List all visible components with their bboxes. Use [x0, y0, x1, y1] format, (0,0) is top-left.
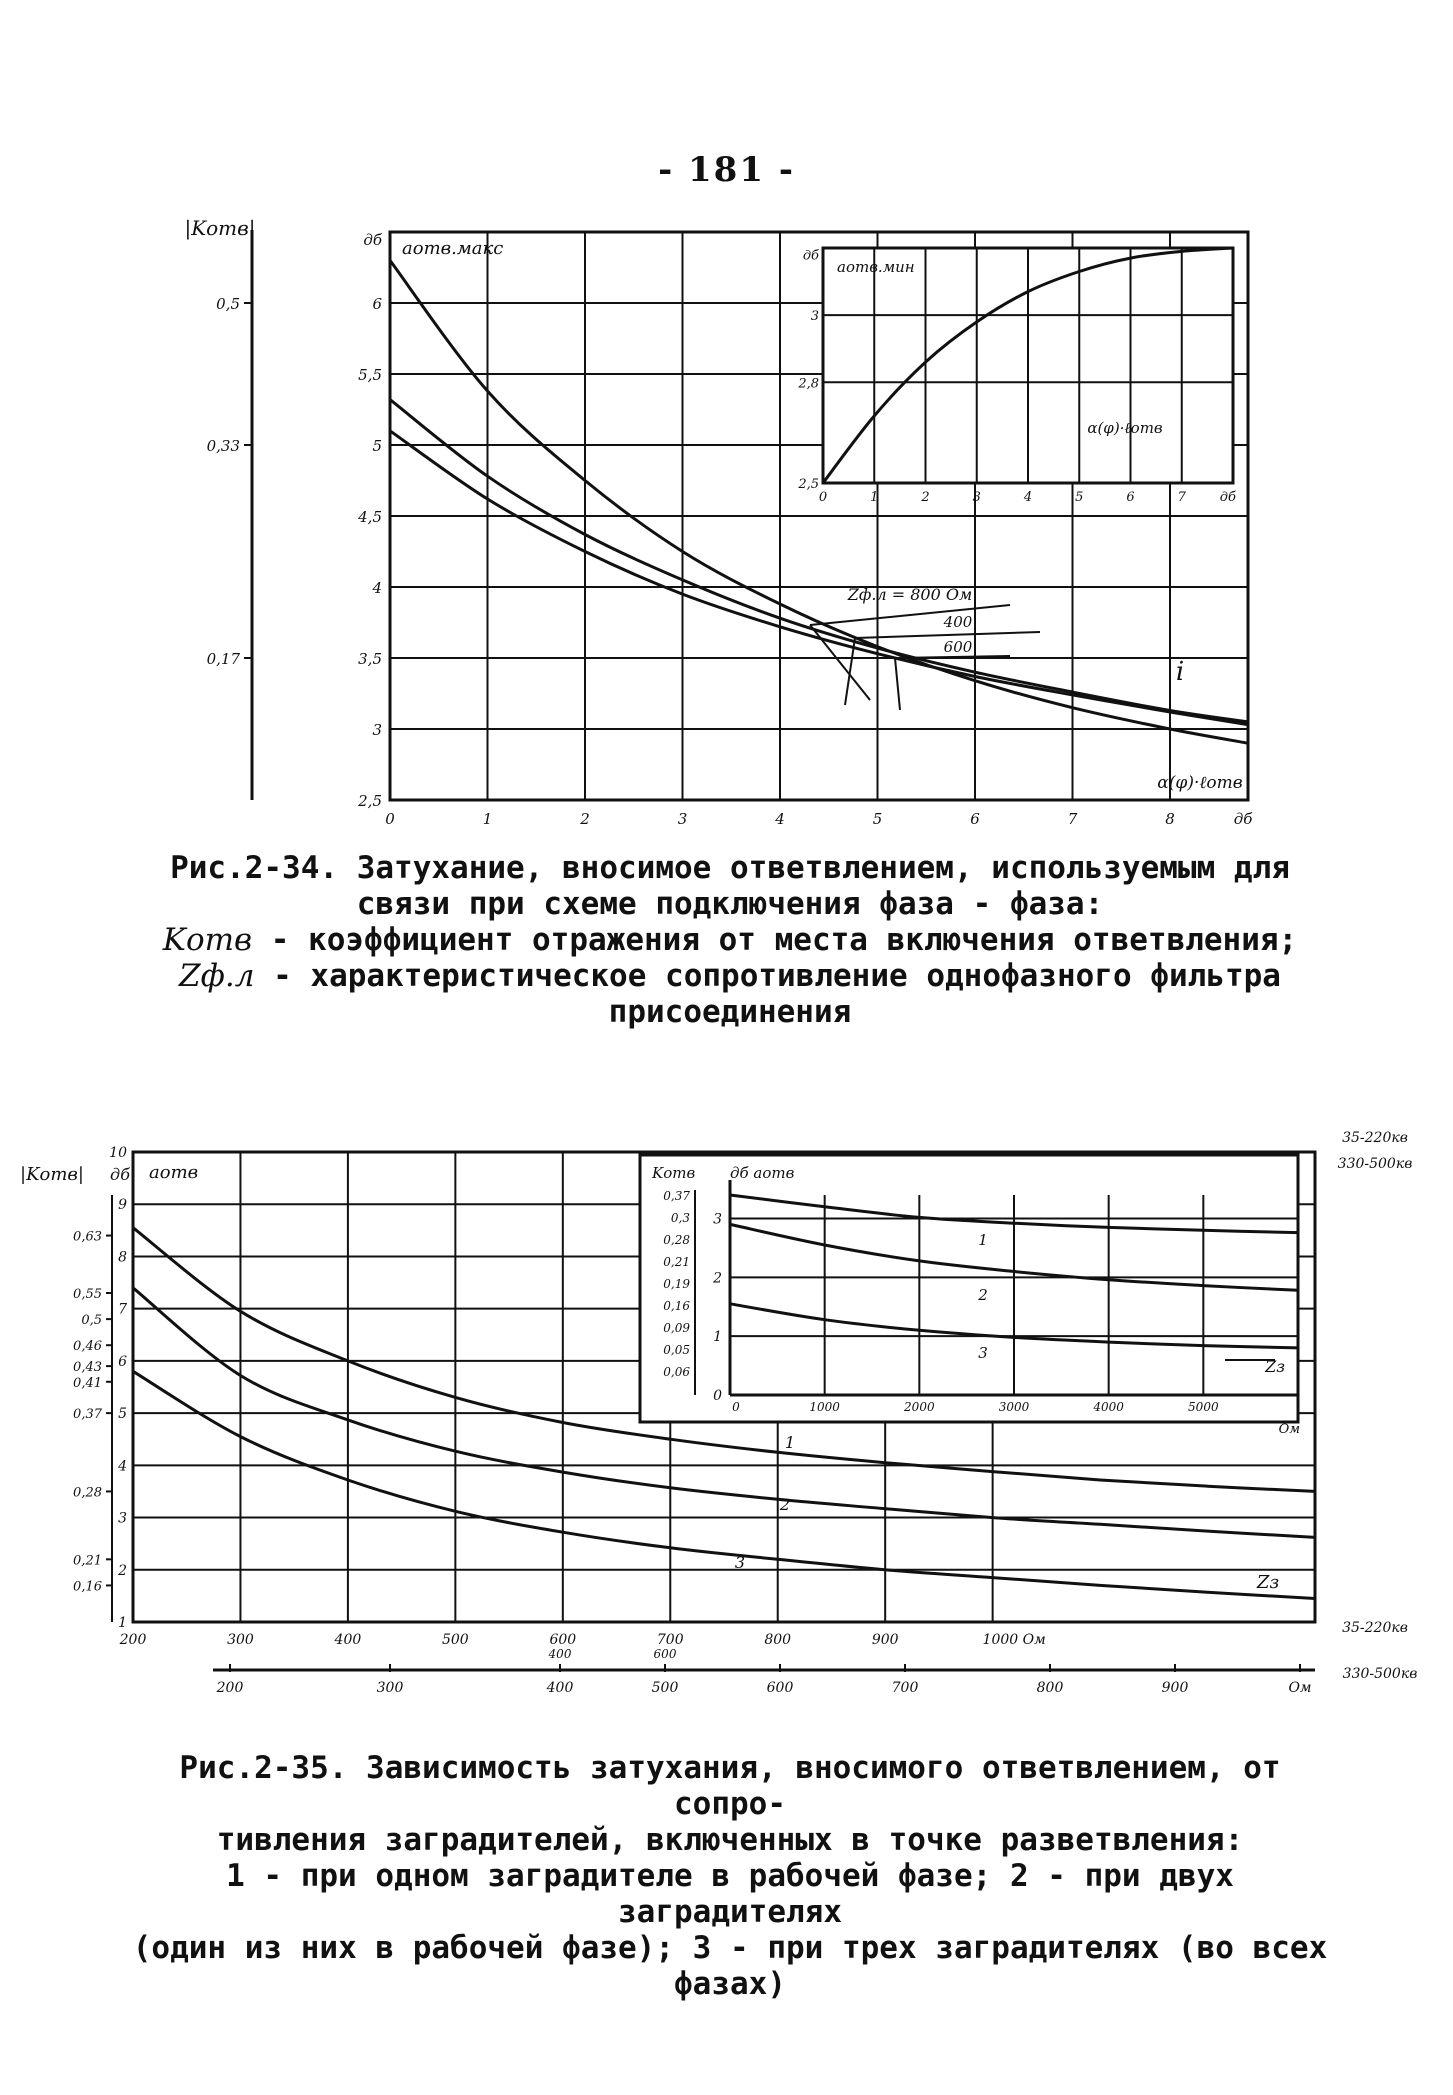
- fig34-inset-y-tick-2: 3: [810, 309, 819, 325]
- fig34-x-tick-2: 2: [580, 810, 590, 828]
- fig35-y-tick-7: 8: [118, 1249, 127, 1266]
- fig34-caption-line2: связи при схеме подключения фаза - фаза:: [356, 886, 1104, 922]
- fig35-y-tick-4: 5: [118, 1406, 127, 1423]
- fig35-caption: [120, 1750, 1340, 2002]
- fig34-x-tick-7: 7: [1067, 810, 1078, 828]
- fig35-inset-k-tick-4: 0,19: [663, 1277, 690, 1291]
- fig35-caption-line4: (один из них в рабочей фазе); 3 - при трех заградителях (во всех: [132, 1930, 1328, 1966]
- fig35-inset-x-unit: Ом: [1278, 1422, 1300, 1437]
- fig34-x-tick-4: 4: [775, 810, 785, 828]
- fig35-inset-x-tick-2: 2000: [904, 1400, 935, 1414]
- fig34-label-z: Zф.л = 800 Ом: [847, 585, 973, 604]
- fig34-k-axis-label: |Kотв|: [184, 216, 256, 240]
- fig35-y-tick-3: 4: [118, 1458, 127, 1475]
- fig34-inset-x-tick-4: 4: [1023, 490, 1033, 505]
- fig35-y-tick-8: 9: [118, 1197, 127, 1214]
- fig35-x-top-tick-0: 200: [119, 1632, 147, 1648]
- fig35-x-bottom-tick-6: 800: [1036, 1680, 1064, 1696]
- fig34-label-400: 400: [943, 613, 973, 631]
- fig35-k-tick-label-0: 0,63: [73, 1229, 102, 1245]
- fig34-x-tick-6: 6: [970, 810, 980, 828]
- fig35-x-top-tick-4: 600: [549, 1632, 577, 1648]
- fig35-y-tick-6: 7: [118, 1301, 127, 1318]
- fig35-x-bottom-tick-7: 900: [1161, 1680, 1189, 1696]
- fig35-y-tick-9: 10: [109, 1145, 127, 1161]
- fig35-y-unit: дб: [110, 1165, 130, 1184]
- fig34-inset-x-tick-3: 3: [972, 490, 981, 505]
- fig35-x-bottom-tick-2: 400: [546, 1680, 574, 1696]
- fig35-inset-k-tick-0: 0,37: [663, 1189, 690, 1203]
- fig35-inset-y-label: дб aотв: [730, 1164, 795, 1182]
- fig34-k-symbol: Kотв: [162, 922, 253, 958]
- fig34-inset-x-tick-2: 2: [921, 490, 930, 505]
- fig35-y-tick-2: 3: [118, 1510, 127, 1527]
- fig34-x-tick-5: 5: [872, 810, 883, 828]
- fig35-inset-label-2: 2: [978, 1286, 988, 1304]
- fig34-inset-y-tick-3: дб: [802, 248, 819, 264]
- fig34-k-tick-label-0: 0,5: [216, 295, 240, 313]
- fig35-inset-k-tick-7: 0,05: [663, 1343, 690, 1357]
- fig34-k-tick-label-2: 0,17: [206, 650, 240, 668]
- fig35-x-top-tick-3: 500: [441, 1632, 469, 1648]
- fig35-inset-x-tick-1: 1000: [809, 1400, 840, 1414]
- fig34-inset-x-tick-6: 6: [1126, 490, 1135, 505]
- fig35-label-3: 3: [734, 1553, 746, 1572]
- fig35-x-bottom-tick-1: 300: [376, 1680, 404, 1696]
- fig34-caption: [120, 850, 1340, 1030]
- fig34-z-definition: - характеристическое сопротивление однофазного фильтра: [273, 958, 1281, 994]
- fig34-inset-x-tick-5: 5: [1075, 490, 1084, 505]
- fig35-inset-y-tick-2: 2: [713, 1270, 722, 1287]
- fig35-k-axis-label: |Kотв|: [20, 1164, 84, 1185]
- fig35-inset-y-tick-1: 1: [713, 1329, 722, 1346]
- fig34-x-tick-8: 8: [1165, 810, 1175, 828]
- fig34-y-tick-0: 2,5: [358, 792, 382, 810]
- fig35-caption-line5: фазах): [674, 1966, 786, 2002]
- fig35-x-bottom2-tick-0: 400: [548, 1647, 572, 1661]
- fig34-leader-600-curve: [895, 658, 900, 710]
- fig35-inset-k-tick-5: 0,16: [663, 1299, 690, 1313]
- fig35-inset-x-tick-3: 3000: [998, 1400, 1030, 1414]
- fig35-y-tick-1: 2: [118, 1562, 127, 1579]
- fig35-inset-label-z: Zз: [1265, 1357, 1285, 1376]
- fig34-label-600: 600: [943, 638, 973, 656]
- fig35-inset-label-1: 1: [978, 1231, 988, 1249]
- fig34-y-tick-1: 3: [372, 721, 382, 739]
- fig35-k-tick-label-5: 0,41: [73, 1375, 102, 1391]
- fig35-y-axis-label: aотв: [149, 1162, 199, 1183]
- fig35-label-z: Zз: [1256, 1572, 1280, 1593]
- fig34-x-axis-label: α(φ)·ℓотв: [1157, 773, 1243, 793]
- fig34-x-tick-1: 1: [482, 810, 493, 828]
- fig35-x-bottom-tick-3: 500: [651, 1680, 679, 1696]
- fig35-caption-line2: тивления заградителей, включенных в точке разветвления:: [216, 1822, 1244, 1858]
- fig34-x-tick-9: дб: [1233, 810, 1253, 828]
- fig35-x-top-tick-6: 800: [764, 1632, 792, 1648]
- fig35-k-tick-label-3: 0,46: [73, 1339, 102, 1355]
- fig34-y-tick-6: 5,5: [358, 366, 382, 384]
- fig34-label-z-leader: [810, 605, 1010, 625]
- fig34-z-definition-cont: присоединения: [608, 994, 852, 1030]
- fig35-inset-k-tick-6: 0,09: [663, 1321, 690, 1335]
- fig34-k-definition: - коэффициент отражения от места включения ответвления;: [270, 922, 1298, 958]
- fig35-label-1: 1: [784, 1433, 796, 1452]
- fig35-inset-k-tick-1: 0,3: [670, 1211, 690, 1225]
- fig34-y-tick-3: 4: [372, 579, 382, 597]
- fig35-voltage-bottom-top: 330-500кв: [1337, 1156, 1413, 1172]
- fig35-inset-k-tick-3: 0,21: [663, 1255, 690, 1269]
- fig35-k-tick-label-9: 0,16: [73, 1579, 102, 1595]
- page-number: - 181 -: [658, 150, 795, 190]
- fig35-inset-x-tick-4: 4000: [1093, 1400, 1124, 1414]
- fig35-x-top-tick-8: 1000 Ом: [982, 1632, 1046, 1648]
- fig35-x-top-tick-5: 700: [656, 1632, 684, 1648]
- fig34-y-tick-4: 4,5: [358, 508, 382, 526]
- fig35-x-top-tick-7: 900: [871, 1632, 899, 1648]
- fig34-x-tick-3: 3: [677, 810, 688, 828]
- fig35-voltage-top-top: 35-220кв: [1342, 1130, 1408, 1146]
- fig34-y-tick-5: 5: [372, 437, 382, 455]
- fig35-k-tick-label-8: 0,21: [73, 1553, 102, 1569]
- fig35-k-tick-label-1: 0,55: [73, 1287, 102, 1302]
- fig35-inset-k-label: Kотв: [652, 1164, 696, 1182]
- fig35-x-top-tick-1: 300: [227, 1632, 254, 1648]
- fig34-inset-x-tick-7: 7: [1177, 490, 1186, 505]
- fig35-voltage-bottom-axis: 330-500кв: [1342, 1666, 1418, 1682]
- fig34-inset-y-label: aотв.мин: [837, 258, 915, 276]
- fig34-y-tick-8: дб: [363, 231, 382, 250]
- fig34-y-axis-label: aотв.макс: [402, 238, 504, 259]
- fig35-inset-x-tick-5: 5000: [1188, 1400, 1219, 1414]
- fig35-caption-line1: Рис.2-35. Зависимость затухания, вносимого ответвлением, от сопро-: [179, 1750, 1281, 1822]
- fig34-k-tick-label-1: 0,33: [206, 437, 240, 455]
- fig35-k-tick-label-6: 0,37: [73, 1407, 102, 1423]
- fig35-label-2: 2: [779, 1495, 791, 1514]
- fig34-inset-y-tick-1: 2,8: [798, 376, 819, 392]
- fig35-voltage-top-bottom: 35-220кв: [1342, 1620, 1408, 1636]
- fig34-inset-x-tick-0: 0: [818, 490, 828, 505]
- fig35-k-tick-label-2: 0,5: [81, 1313, 102, 1329]
- fig35-k-tick-label-4: 0,43: [73, 1360, 102, 1376]
- fig35-x-top-tick-2: 400: [334, 1632, 362, 1648]
- fig35-inset-y-tick-0: 0: [713, 1388, 722, 1404]
- fig34-y-tick-2: 3,5: [358, 650, 382, 668]
- fig34-mark: i: [1175, 657, 1185, 687]
- fig34-z-symbol: Zф.л: [179, 958, 255, 994]
- fig35-k-tick-label-7: 0,28: [73, 1485, 102, 1501]
- fig34-inset-x-tick-1: 1: [870, 490, 879, 505]
- fig35-inset-y-tick-3: 3: [713, 1211, 722, 1228]
- fig35-inset-k-tick-2: 0,28: [663, 1233, 690, 1247]
- fig35-inset-label-3: 3: [978, 1344, 988, 1362]
- fig35-x-bottom-tick-4: 600: [766, 1680, 794, 1696]
- fig35-inset-x-tick-0: 0: [732, 1400, 740, 1414]
- fig35-x-bottom-tick-5: 700: [891, 1680, 919, 1696]
- fig35-x-bottom-tick-8: Ом: [1288, 1680, 1312, 1696]
- fig35-inset-k-tick-8: 0,06: [663, 1365, 690, 1379]
- fig34-inset-y-tick-0: 2,5: [798, 477, 819, 492]
- fig35-y-tick-5: 6: [118, 1353, 127, 1370]
- fig34-caption-line1: Рис.2-34. Затухание, вносимое ответвлением, используемым для: [170, 850, 1290, 886]
- fig34-inset-x-label: α(φ)·ℓотв: [1087, 419, 1163, 437]
- fig35-caption-line3: 1 - при одном заградителе в рабочей фазе; 2 - при двух заградителях: [226, 1858, 1234, 1930]
- fig34-inset-x-tick-8: дб: [1219, 490, 1236, 505]
- fig35-y-tick-0: 1: [118, 1615, 127, 1631]
- fig34-x-tick-0: 0: [385, 810, 395, 828]
- fig35-x-bottom-tick-0: 200: [216, 1680, 244, 1696]
- fig34-y-tick-7: 6: [372, 295, 382, 313]
- fig35-x-bottom2-tick-1: 600: [653, 1647, 677, 1661]
